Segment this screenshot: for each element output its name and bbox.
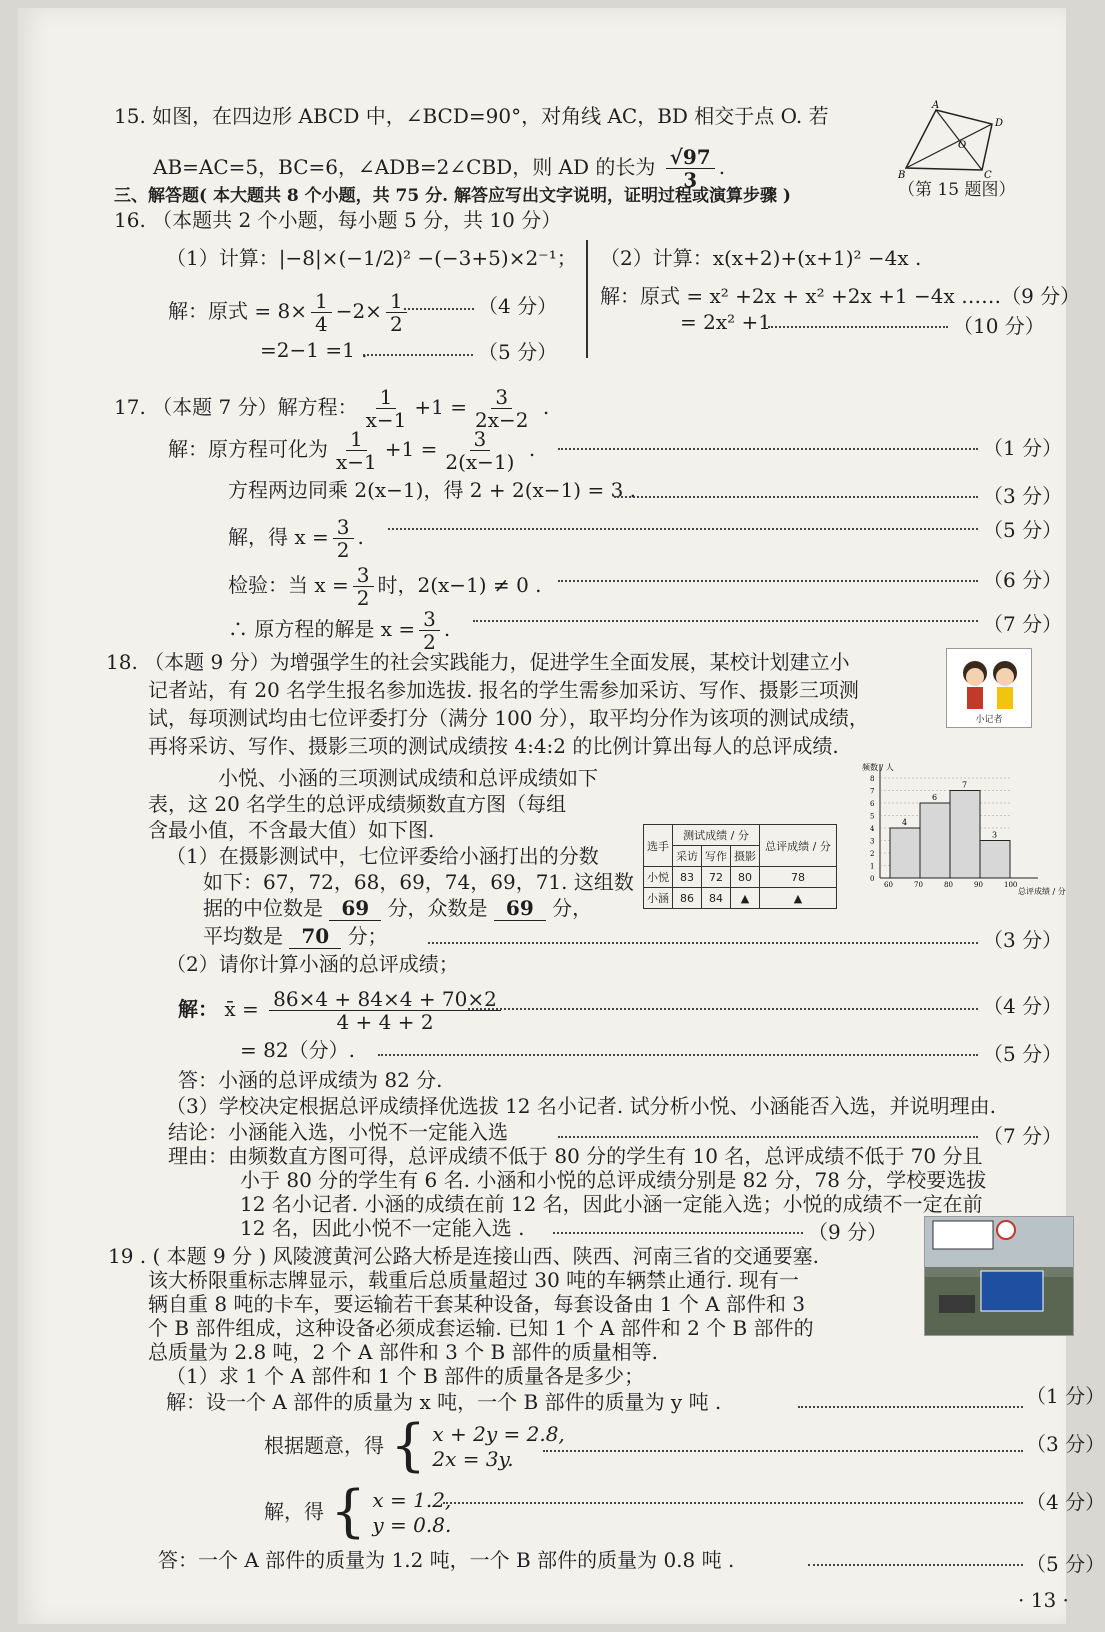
q19-sys2b: y = 0.8. xyxy=(372,1513,452,1537)
histogram-bar xyxy=(890,828,920,878)
q19-line4: 个 B 部件组成，这种设备必须成套运输. 已知 1 个 A 部件和 2 个 B 部件的 xyxy=(148,1316,814,1340)
q16-frac2-num: 1 xyxy=(386,290,407,313)
th-total: 总评成绩 / 分 xyxy=(760,825,837,867)
reporter-illustration xyxy=(946,648,1032,728)
q16-part2-question: （2）计算：x(x+2)+(x+1)² −4x . xyxy=(600,246,922,270)
score-table-wrap xyxy=(643,824,837,909)
x-tick-label: 60 xyxy=(884,881,893,889)
q19-part1: （1）求 1 个 A 部件和 1 个 B 部件的质量各是多少； xyxy=(166,1364,645,1388)
q18-part2: （2）请你计算小涵的总评成绩； xyxy=(166,952,459,976)
q15-line2: AB=AC=5，BC=6，∠ADB=2∠CBD，则 AD 的长为 $\frac{√97}{3}$ . xyxy=(153,145,726,192)
q17-s4-d: 2 xyxy=(356,586,370,610)
dots xyxy=(443,1502,1023,1504)
cell-total: 78 xyxy=(760,867,837,888)
q15-answer-den: 3 xyxy=(683,168,698,192)
bar-value-label: 6 xyxy=(932,793,938,802)
q18-median-answer: 69 xyxy=(329,896,381,921)
q18-part1-b: 如下：67，72，68，69，74，69，71. 这组数 xyxy=(203,870,634,894)
q17-eq-frac1 xyxy=(362,386,411,431)
x-tick-label: 100 xyxy=(1004,881,1018,889)
q19-line5: 总质量为 2.8 吨，2 个 A 部件和 3 个 B 部件的质量相等. xyxy=(148,1340,658,1364)
th-sub-interview: 采访 xyxy=(673,846,702,867)
y-axis-label: 频数 / 人 xyxy=(862,763,894,772)
q17-s4b: 时，2(x−1) ≠ 0 . xyxy=(377,573,542,597)
q18-mode-answer: 69 xyxy=(494,896,546,921)
reporter-caption: 小记者 xyxy=(975,715,1003,725)
q18-p1c1: 据的中位数是 xyxy=(203,896,323,920)
q19-step2 xyxy=(264,1413,565,1479)
q16-part1-step2: =2−1 =1 . xyxy=(260,338,368,362)
q15-line2-text: AB=AC=5，BC=6，∠ADB=2∠CBD，则 AD 的长为 xyxy=(153,155,656,179)
q18-part1-a: （1）在摄影测试中，七位评委给小涵打出的分数 xyxy=(166,844,599,868)
q19-sys1b: 2x = 3y. xyxy=(432,1447,514,1471)
q18-p1-score: （3 分） xyxy=(983,928,1063,952)
cell-writing: 84 xyxy=(702,888,731,909)
q15-label-o: O xyxy=(958,140,967,151)
y-tick-label: 5 xyxy=(870,812,875,821)
q15-answer xyxy=(666,146,715,191)
q17-eq-frac2 xyxy=(471,386,533,431)
q17-s1-d1: x−1 xyxy=(336,450,377,474)
q19-brace1: { xyxy=(390,1413,426,1479)
q19-answer: 答：一个 A 部件的质量为 1.2 吨，一个 B 部件的质量为 0.8 吨 . xyxy=(158,1548,735,1572)
q15-line1: 15. 如图，在四边形 ABCD 中，∠BCD=90°，对角线 AC，BD 相交于点 O. 若 xyxy=(114,104,829,128)
q15-label-c: C xyxy=(984,170,992,181)
q17-score4: （6 分） xyxy=(983,568,1063,592)
q18-p3-r-score: （9 分） xyxy=(808,1220,888,1244)
q17-eq-mid: +1 = xyxy=(414,395,467,419)
q17-s5-n: 3 xyxy=(419,608,440,631)
q18-part1-d xyxy=(203,924,388,949)
q19-score2: （3 分） xyxy=(1026,1432,1105,1456)
q17-s4-frac xyxy=(353,564,374,609)
q16-part1-question: （1）计算：|−8|×(−1/2)² −(−3+5)×2⁻¹； xyxy=(166,246,577,270)
q15-answer-num: √97 xyxy=(666,146,715,169)
q17-step5: ∴ 原方程的解是 x = $\frac{3}{2}$ . xyxy=(228,607,451,654)
q18-p1c2: 分，众数是 xyxy=(387,896,488,920)
q17-s5-frac xyxy=(419,608,440,653)
y-tick-label: 8 xyxy=(870,775,875,783)
q15-label-b: B xyxy=(898,170,906,181)
bar-value-label: 3 xyxy=(992,830,998,840)
q18-mean-answer: 70 xyxy=(289,924,341,949)
q17-step4 xyxy=(228,564,542,609)
q17-step3: 解，得 x = $\frac{3}{2}$ . xyxy=(228,515,364,562)
q17-s3-frac xyxy=(333,516,354,561)
cell-interview: 83 xyxy=(673,867,702,888)
q17-s5-text: ∴ 原方程的解是 x = xyxy=(228,617,416,641)
q18-part2-answer: 答：小涵的总评成绩为 82 分. xyxy=(178,1068,443,1092)
q18-part3-reason2: 小于 80 分的学生有 6 名. 小涵和小悦的总评成绩分别是 82 分，78 分，学校要选拔 xyxy=(240,1168,987,1192)
y-tick-label: 3 xyxy=(870,837,875,846)
q19-system1 xyxy=(432,1422,564,1472)
cell-photo: ▲ xyxy=(731,888,760,909)
q19-sys1a: x + 2y = 2.8, xyxy=(432,1422,565,1446)
cell-name: 小悦 xyxy=(644,867,673,888)
q17-title: 17. （本题 7 分）解方程： $\frac{1}{x-1}$ +1 = $\frac{3}{2x-2}$ . xyxy=(114,385,550,432)
q18-line6: 表，这 20 名学生的总评成绩频数直方图（每组 xyxy=(148,792,567,816)
y-tick-label: 4 xyxy=(870,825,875,833)
q15-figure xyxy=(898,98,1008,181)
q17-s4a: 检验：当 x = xyxy=(228,573,349,597)
th-tests: 测试成绩 / 分 xyxy=(673,825,760,846)
q16-frac1-den: 4 xyxy=(314,312,328,336)
th-sub-photo: 摄影 xyxy=(731,846,760,867)
page-number: · 13 · xyxy=(1018,1588,1069,1612)
q17-title-text: 17. （本题 7 分）解方程： xyxy=(114,395,358,419)
dots xyxy=(378,1054,978,1056)
q16-frac1 xyxy=(311,290,332,335)
dots xyxy=(404,308,474,310)
score-table xyxy=(643,824,837,909)
bar-value-label: 4 xyxy=(902,818,908,827)
dots xyxy=(468,1008,978,1010)
q17-eq-d1: x−1 xyxy=(365,408,407,432)
q18-part3-reason3: 12 名小记者. 小涵的成绩在前 12 名，因此小涵一定能入选；小悦的成绩不一定在前 xyxy=(240,1192,983,1216)
q17-s5-d: 2 xyxy=(423,630,436,654)
q19-s2-text: 根据题意，得 xyxy=(264,1433,384,1458)
q18-line2: 记者站，有 20 名学生报名参加选拔. 报名的学生需参加采访、写作、摄影三项测 xyxy=(148,678,859,702)
dots xyxy=(388,528,978,530)
dots xyxy=(808,1564,1023,1566)
q17-s3-text: 解，得 x = xyxy=(228,525,329,549)
q18-part3: （3）学校决定根据总评成绩择优选拔 12 名小记者. 试分析小悦、小涵能否入选，并说明理由. xyxy=(166,1094,996,1118)
q18-part2-step1 xyxy=(178,988,505,1033)
dots xyxy=(614,496,978,498)
q18-part3-conclusion: 结论：小涵能入选，小悦不一定能入选 xyxy=(168,1120,508,1144)
dots xyxy=(363,354,473,356)
q19-ans-score: （5 分） xyxy=(1026,1552,1105,1576)
q15-caption: （第 15 题图） xyxy=(898,180,1016,200)
dots xyxy=(798,1406,1023,1408)
dots xyxy=(558,580,978,582)
column-divider xyxy=(586,240,588,358)
q16-frac1-num: 1 xyxy=(311,290,332,313)
q16-part2-step2: = 2x² +1 xyxy=(680,310,771,334)
q17-s1-n1: 1 xyxy=(346,428,367,451)
q18-part3-reason4: 12 名，因此小悦不一定能入选 . xyxy=(240,1216,525,1240)
y-tick-label: 6 xyxy=(870,800,875,808)
q17-step2: 方程两边同乘 2(x−1)，得 2 + 2(x−1) = 3 . xyxy=(228,478,637,502)
x-tick-label: 70 xyxy=(914,881,923,889)
table-row xyxy=(644,867,837,888)
histogram-bar xyxy=(920,803,950,878)
cell-interview: 86 xyxy=(673,888,702,909)
q16-part1-step1 xyxy=(168,290,411,335)
q16-p2-score2: （10 分） xyxy=(953,314,1045,338)
q17-s3-d: 2 xyxy=(336,538,350,562)
dots xyxy=(558,448,978,450)
q18-part1-c xyxy=(203,896,592,921)
q19-step3 xyxy=(264,1479,452,1545)
table-row xyxy=(644,888,837,909)
q17-eq-n2: 3 xyxy=(491,386,512,409)
q18-line4: 再将采访、写作、摄影三项的测试成绩按 4:4:2 的比例计算出每人的总评成绩. xyxy=(148,734,839,758)
frequency-histogram xyxy=(858,760,1066,910)
dots xyxy=(428,942,978,944)
q16-title: 16. （本题共 2 个小题，每小题 5 分，共 10 分） xyxy=(114,208,562,232)
bridge-photo xyxy=(924,1216,1074,1336)
q18-line1: 18. （本题 9 分）为增强学生的社会实践能力，促进学生全面发展，某校计划建立小 xyxy=(106,650,850,674)
q16-p1-score1: （4 分） xyxy=(478,294,558,318)
q18-p2-score2: （5 分） xyxy=(983,1042,1063,1066)
q16-p1-score2: （5 分） xyxy=(478,340,558,364)
q18-p1d2: 分； xyxy=(347,924,388,948)
q18-part2-step2: = 82（分）. xyxy=(240,1038,355,1062)
q17-eq-d2: 2x−2 xyxy=(474,408,529,432)
cell-name: 小涵 xyxy=(644,888,673,909)
q16-frac2 xyxy=(386,290,407,335)
q17-eq-n1: 1 xyxy=(376,386,397,409)
histogram-bar xyxy=(980,841,1010,879)
bar-value-label: 7 xyxy=(962,780,968,790)
q15-label-d: D xyxy=(995,118,1004,129)
dots xyxy=(543,1450,1023,1452)
dots xyxy=(553,1232,803,1234)
q19-line3: 辆自重 8 吨的卡车，要运输若干套某种设备，每套设备由 1 个 A 部件和 3 xyxy=(148,1292,806,1316)
q19-s3-text: 解，得 xyxy=(264,1499,324,1524)
q18-line5: 小悦、小涵的三项测试成绩和总评成绩如下 xyxy=(218,766,598,790)
q18-p1c3: 分， xyxy=(552,896,593,920)
q16-frac2-den: 2 xyxy=(389,312,403,336)
q18-p2-frac xyxy=(269,988,501,1033)
section-3-heading: 三、解答题( 本大题共 8 个小题，共 75 分. 解答应写出文字说明，证明过程或演算步骤 ) xyxy=(114,186,791,206)
q18-p2-score1: （4 分） xyxy=(983,994,1063,1018)
q16-p1-s1a: 解：原式 = 8× xyxy=(168,299,307,323)
q19-line1: 19 . ( 本题 9 分 ) 风陵渡黄河公路大桥是连接山西、陕西、河南三省的交通要塞. xyxy=(108,1244,819,1268)
q19-system2 xyxy=(372,1488,451,1538)
x-tick-label: 80 xyxy=(944,881,953,889)
exam-page xyxy=(18,8,1105,1624)
q16-part2-step1: 解：原式 = x² +2x + x² +2x +1 −4x ……（9 分） xyxy=(600,284,1081,308)
q15-label-a: A xyxy=(932,100,940,111)
q18-p2-num: 86×4 + 84×4 + 70×2 xyxy=(269,988,501,1011)
q19-sys2a: x = 1.2, xyxy=(372,1488,452,1512)
q17-score3: （5 分） xyxy=(983,518,1063,542)
q17-score2: （3 分） xyxy=(983,484,1063,508)
th-sub-writing: 写作 xyxy=(702,846,731,867)
y-tick-label: 7 xyxy=(870,787,875,796)
q18-line7: 含最小值，不含最大值）如下图. xyxy=(148,818,435,842)
q19-step1: 解：设一个 A 部件的质量为 x 吨，一个 B 部件的质量为 y 吨 . xyxy=(166,1390,722,1414)
q17-s1-text: 解：原方程可化为 xyxy=(168,437,328,461)
q18-part3-reason1: 理由：由频数直方图可得，总评成绩不低于 80 分的学生有 10 名，总评成绩不低于 70 分且 xyxy=(168,1144,983,1168)
q19-score1: （1 分） xyxy=(1026,1384,1105,1408)
cell-total: ▲ xyxy=(760,888,837,909)
q17-score5: （7 分） xyxy=(983,612,1063,636)
dots xyxy=(473,620,978,622)
x-tick-label: 90 xyxy=(974,881,983,889)
bridge-sign-illustration xyxy=(925,1217,1073,1335)
q18-p1d1: 平均数是 xyxy=(203,924,283,948)
q17-s1-frac2 xyxy=(441,428,518,473)
q17-score1: （1 分） xyxy=(983,436,1063,460)
q17-s1-frac1 xyxy=(332,428,381,473)
q18-p2-s1-label: 解： xyxy=(178,997,218,1021)
q17-step1: 解：原方程可化为 $\frac{1}{x-1}$ +1 = $\frac{3}{2(x-1)}$ . xyxy=(168,427,536,474)
q19-score3: （4 分） xyxy=(1026,1490,1105,1514)
q16-p1-s1b: −2× xyxy=(335,299,382,323)
th-player: 选手 xyxy=(644,825,673,867)
q18-xbar: x̄ = xyxy=(224,997,259,1021)
q17-s1-n2: 3 xyxy=(470,428,491,451)
y-tick-label: 1 xyxy=(870,862,875,871)
y-tick-label: 0 xyxy=(870,875,875,883)
q17-s1-mid: +1 = xyxy=(384,437,438,461)
q19-brace2: { xyxy=(330,1479,366,1545)
x-axis-label: 总评成绩 / 分 xyxy=(1018,887,1066,896)
q18-p3-c-score: （7 分） xyxy=(983,1124,1063,1148)
dots xyxy=(768,326,948,328)
histogram-bar xyxy=(950,791,980,879)
cell-photo: 80 xyxy=(731,867,760,888)
q18-p2-den: 4 + 4 + 2 xyxy=(336,1010,434,1034)
q17-s1-d2: 2(x−1) xyxy=(445,450,515,474)
y-tick-label: 2 xyxy=(870,850,875,858)
q17-s4-n: 3 xyxy=(353,564,374,587)
q19-line2: 该大桥限重标志牌显示，载重后总质量超过 30 吨的车辆禁止通行. 现有一 xyxy=(148,1268,799,1292)
dots xyxy=(558,1136,978,1138)
cell-writing: 72 xyxy=(702,867,731,888)
q17-s3-n: 3 xyxy=(333,516,354,539)
q18-line3: 试，每项测试均由七位评委打分（满分 100 分），取平均分作为该项的测试成绩， xyxy=(148,706,869,730)
